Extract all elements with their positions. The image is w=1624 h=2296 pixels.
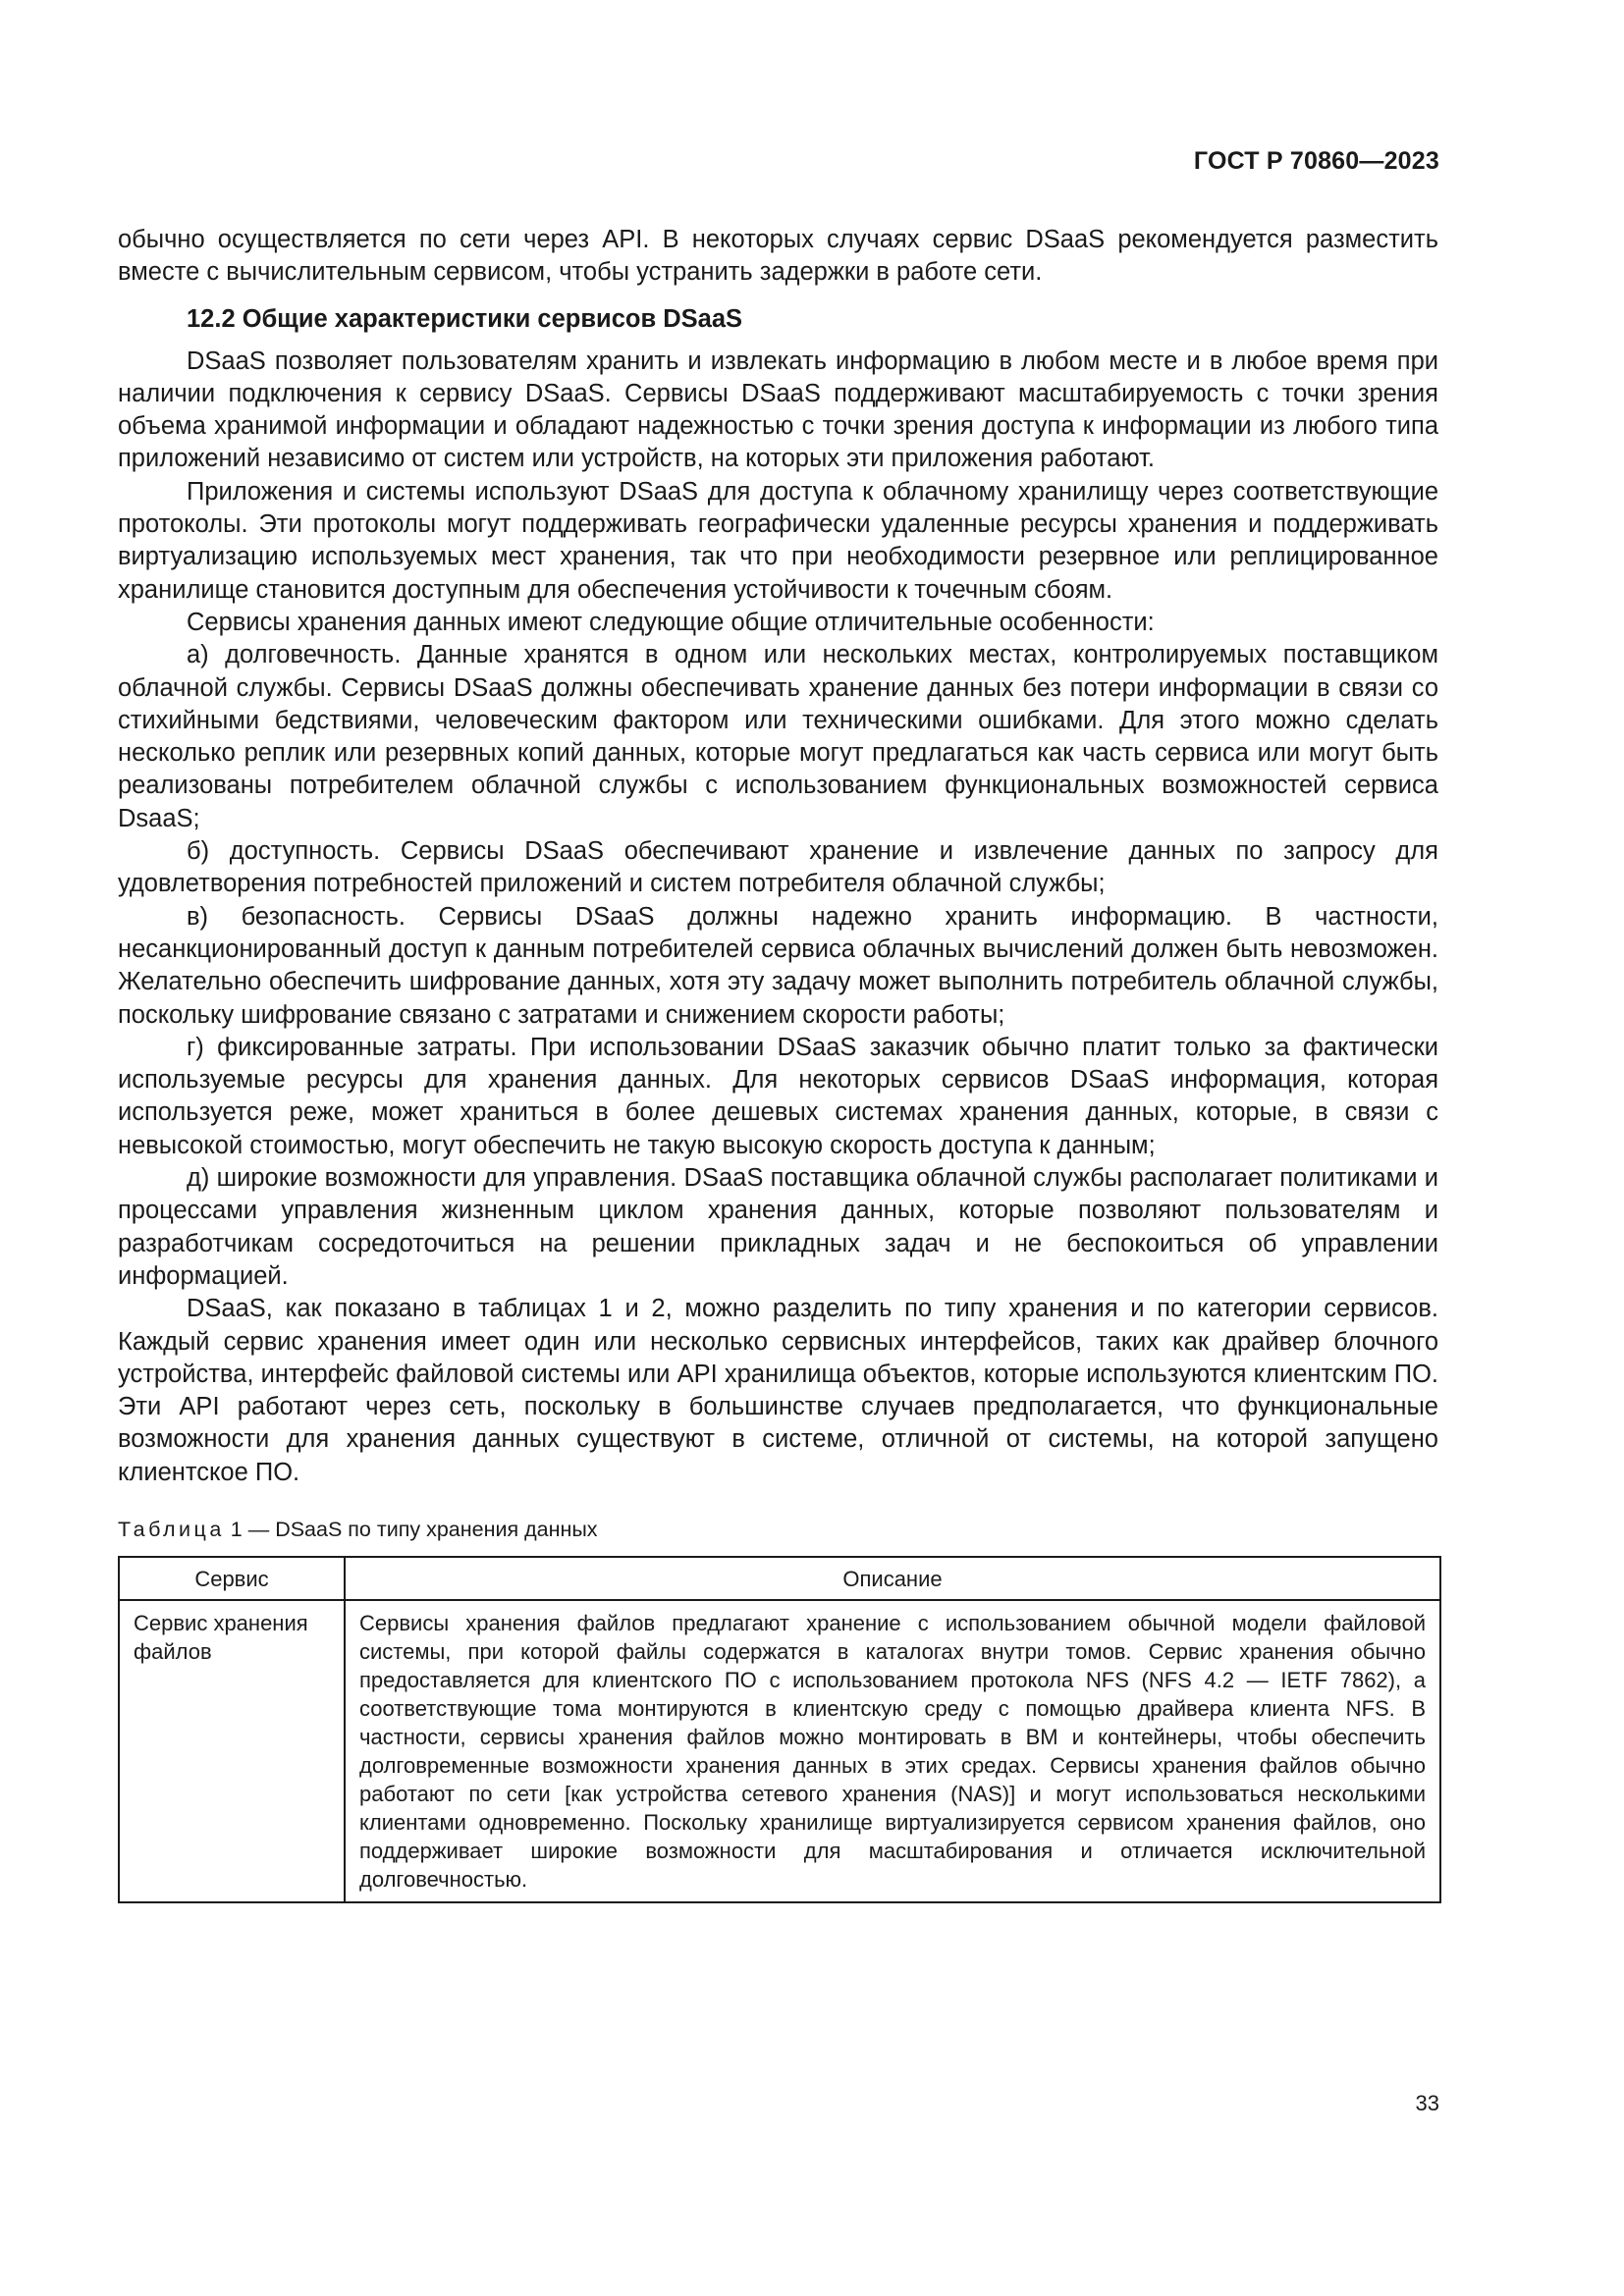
column-header-description: Описание <box>345 1557 1440 1600</box>
cell-description: Сервисы хранения файлов предлагают хранение с использованием обычной модели файловой системы, при которой файлы содержатся в каталогах внутри томов. Сервис хранения обычно предоставляется для клиентского ПО с использованием протокола NFS (NFS 4.2 — IETF 7862), а соответствующие тома монтируются в клиентскую среду с помощью драйвера клиента NFS. В частности, сервисы хранения файлов можно монтировать в ВМ и контейнеры, чтобы обеспечить долговременные возможности хранения данных в этих средах. Сервисы хранения файлов обычно работают по сети [как устройства сетевого хранения (NAS)] и могут использоваться несколькими клиентами одновременно. Поскольку хранилище виртуализируется сервисом хранения файлов, оно поддерживает широкие возможности для масштабирования и отличается исключительной долговечностью. <box>345 1600 1440 1902</box>
list-item-v: в) безопасность. Сервисы DSaaS должны надежно хранить информацию. В частности, несанкционированный доступ к данным потребителей сервиса облачных вычислений должен быть невозможен. Желательно обеспечить шифрование данных, хотя эту задачу может выполнить потребитель облачной службы, поскольку шифрование связано с затратами и снижением скорости работы; <box>118 902 1438 1029</box>
section-heading: 12.2 Общие характеристики сервисов DSaaS <box>187 304 743 333</box>
body-paragraph: Сервисы хранения данных имеют следующие общие отличительные особенности: <box>187 608 1155 636</box>
table-caption-text: 1 — DSaaS по типу хранения данных <box>224 1517 598 1541</box>
column-header-service: Сервис <box>119 1557 345 1600</box>
list-item-a: а) долговечность. Данные хранятся в одном или нескольких местах, контролируемых поставщиком облачной службы. Сервисы DSaaS должны обеспечивать хранение данных без потери информации в связи со стихийными бедствиями, человеческим фактором или техническими ошибками. Для этого можно сделать несколько реплик или резервных копий данных, которые могут предлагаться как часть сервиса или могут быть реализованы потребителем облачной службы с использованием функциональных возможностей сервиса DsaaS; <box>118 641 1438 832</box>
list-item-g: г) фиксированные затраты. При использовании DSaaS заказчик обычно платит только за фактически используемые ресурсы для хранения данных. Для некоторых сервисов DSaaS информация, которая используется реже, может храниться в более дешевых системах хранения данных, которые, в связи с невысокой стоимостью, могут обеспечить не такую высокую скорость доступа к данным; <box>118 1033 1438 1159</box>
list-item-d: д) широкие возможности для управления. DSaaS поставщика облачной службы располагает политиками и процессами управления жизненным циклом хранения данных, которые позволяют пользователям и разработчикам сосредоточиться на решении прикладных задач и не беспокоиться об управлении информацией. <box>118 1164 1438 1290</box>
page-number: 33 <box>1415 2091 1439 2115</box>
body-paragraph: DSaaS, как показано в таблицах 1 и 2, можно разделить по типу хранения и по категории сервисов. Каждый сервис хранения имеет один или несколько сервисных интерфейсов, таких как драйвер блочного устройства, интерфейс файловой системы или API хранилища объектов, которые используются клиентским ПО. Эти API работают через сеть, поскольку в большинстве случаев предполагается, что функциональные возможности для хранения данных существуют в системе, отличной от системы, на которой запущено клиентское ПО. <box>118 1295 1438 1486</box>
table-header-row <box>119 1557 1440 1600</box>
body-paragraph: Приложения и системы используют DSaaS для доступа к облачному хранилищу через соответствующие протоколы. Эти протоколы могут поддерживать географически удаленные ресурсы хранения и поддерживать виртуализацию используемых мест хранения, так что при необходимости резервное или реплицированное хранилище становится доступным для обеспечения устойчивости к точечным сбоям. <box>118 477 1438 604</box>
table-row <box>119 1600 1440 1902</box>
list-item-b: б) доступность. Сервисы DSaaS обеспечивают хранение и извлечение данных по запросу для удовлетворения потребностей приложений и систем потребителя облачной службы; <box>118 837 1438 898</box>
body-paragraph: DSaaS позволяет пользователям хранить и извлекать информацию в любом месте и в любое время при наличии подключения к сервису DSaaS. Сервисы DSaaS поддерживают масштабируемость с точки зрения объема хранимой информации и обладают надежностью с точки зрения доступа к информации из любого типа приложений независимо от систем или устройств, на которых эти приложения работают. <box>118 347 1438 473</box>
page-content <box>118 224 1438 1903</box>
document-code: ГОСТ Р 70860—2023 <box>1193 147 1439 175</box>
intro-paragraph: обычно осуществляется по сети через API. В некоторых случаях сервис DSaaS рекомендуется разместить вместе с вычислительным сервисом, чтобы устранить задержки в работе сети. <box>118 226 1438 287</box>
table-caption-label: Таблица <box>118 1517 225 1541</box>
table-caption <box>118 1515 1438 1544</box>
storage-type-table <box>118 1556 1441 1903</box>
cell-service: Сервис хранения файлов <box>119 1600 345 1902</box>
